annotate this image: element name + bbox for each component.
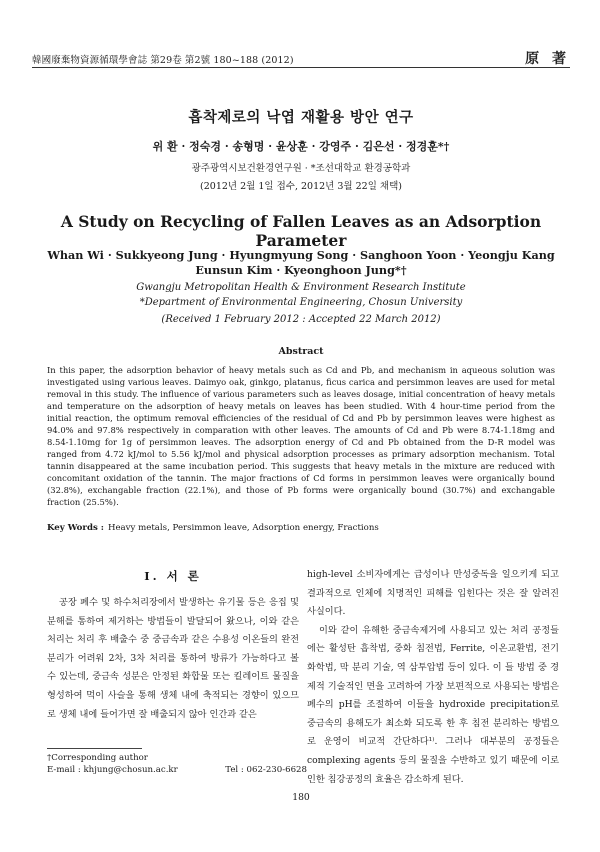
body-column-right bbox=[307, 566, 559, 789]
corresponding-author-label: †Corresponding author bbox=[47, 753, 148, 763]
korean-authors: 위 환 · 정숙경 · 송형명 · 윤상훈 · 강영주 · 김은선 · 정경훈*† bbox=[152, 140, 450, 153]
keywords-label: Key Words : bbox=[47, 523, 104, 533]
korean-title: 흡착제로의 낙엽 재활용 방안 연구 bbox=[188, 109, 414, 126]
author-email: E-mail : khjung@chosun.ac.kr bbox=[47, 765, 178, 775]
english-authors-line1: Whan Wi · Sukkyeong Jung · Hyungmyung Song · Sanghoon Yoon · Yeongju Kang bbox=[47, 248, 555, 262]
body-paragraph: high-level 소비자에게는 급성이나 만성중독을 일으키게 되고 결과적으로 인체에 치명적인 피해를 입힌다는 것은 잘 알려진 사실이다. bbox=[307, 569, 559, 618]
journal-citation: 韓國廢棄物資源循環學會誌 第29卷 第2號 180~188 (2012) bbox=[32, 55, 294, 66]
header-rule bbox=[32, 67, 570, 68]
english-dates: (Received 1 February 2012 : Accepted 22 March 2012) bbox=[161, 314, 441, 325]
english-affiliation-1: Gwangju Metropolitan Health & Environment Research Institute bbox=[136, 282, 466, 293]
korean-dates: (2012년 2월 1일 접수, 2012년 3월 22일 채택) bbox=[200, 181, 402, 192]
footnote-rule bbox=[47, 748, 142, 749]
section-heading-introduction: I. 서 론 bbox=[144, 569, 202, 583]
english-affiliation-2: *Department of Environmental Engineering, Chosun University bbox=[139, 297, 463, 308]
footnote bbox=[47, 752, 307, 776]
english-title: A Study on Recycling of Fallen Leaves as an Adsorption Parameter bbox=[60, 212, 542, 250]
abstract-heading: Abstract bbox=[278, 346, 324, 357]
keywords-text: Heavy metals, Persimmon leave, Adsorption energy, Fractions bbox=[107, 523, 379, 533]
english-authors-line2: Eunsun Kim · Kyeonghoon Jung*† bbox=[195, 263, 407, 277]
korean-affiliation: 광주광역시보건환경연구원 · *조선대학교 환경공학과 bbox=[191, 163, 411, 174]
body-paragraph: 이와 같이 유해한 중금속제거에 사용되고 있는 처리 공정들에는 활성탄 흡착법, 중화 침전법, Ferrite, 이온교환법, 전기 화학법, 막 분리 기술, 역 삼투압법 등이 있다. 이 들 방법 중 경제적 기술적인 면을 고려하여 가장 보편적으로 사용되는 방법은 폐수의 pH를 조절하여 이들을 hydroxide precipitation로 중금속의 용해도가 최소화 되도록 한 후 침전 분리하는 방법으로 운영이 비교적 간단하다¹⁾. 그러나 대부분의 공정들은 complexing agents 등의 물질을 수반하고 있기 때문에 이로 인한 침강공정의 효율은 감소하게 된다. bbox=[307, 624, 559, 785]
keywords bbox=[47, 522, 555, 534]
journal-header bbox=[32, 50, 570, 66]
body-column-left bbox=[47, 594, 299, 724]
author-phone: Tel : 062-230-6628 bbox=[225, 765, 307, 775]
article-type-label: 原 著 bbox=[525, 51, 570, 67]
abstract-text: In this paper, the adsorption behavior of heavy metals such as Cd and Pb, and mechanism in aqueous solution was investigated using various leaves. Daimyo oak, ginkgo, platanus, ficus carica and persimmon leaves are used for metal removal in this study. The influence of various parameters such as leaves dosage, initial concentration of heavy metals and temperature on the adsorption of heavy metals on leaves has been studied. With 4 hour-time period from the initial reaction, the optimum removal efficiencies of the residual of Cd and Pb by persimmon leaves were highest as 94.0% and 97.8% respectively in comparation with other leaves. The amounts of Cd and Pb were 8.74-1.18mg and 8.54-1.10mg for 1g of persimmon leaves. The adsorption energy of Cd and Pb obtained from the D-R model was ranged from 4.72 kJ/mol to 5.56 kJ/mol and physical adsorption processes as primary adsorption mechanism. Total tannin disappeared at the same incubation period. This suggests that heavy metals in the mixture are reduced with concomitant oxidation of the tannin. The major fractions of Cd forms in persimmon leaves were organically bound (32.8%), exchangable fraction (22.1%), and those of Pb forms were organically bound (30.7%) and exchangable fraction (25.5%). bbox=[47, 365, 555, 507]
body-paragraph: 공장 폐수 및 하수처리장에서 발생하는 유기물 등은 응집 및 분해를 통하여 제거하는 방법들이 발달되어 왔으나, 이와 같은 처리는 처리 후 배출수 중 중금속과 같은 수용성 이온들의 완전 분리가 어려워 2차, 3차 처리를 통하여 방류가 가능하다고 볼 수 있는데, 중금속 성분은 안정된 화합물 또는 킬레이트 물질을 형성하여 먹이 사슬을 통해 생체 내에 축적되는 경향이 있으므로 생체 내에 들어가면 잘 배출되지 않아 인간과 같은 bbox=[47, 597, 299, 720]
page-number: 180 bbox=[292, 792, 310, 803]
